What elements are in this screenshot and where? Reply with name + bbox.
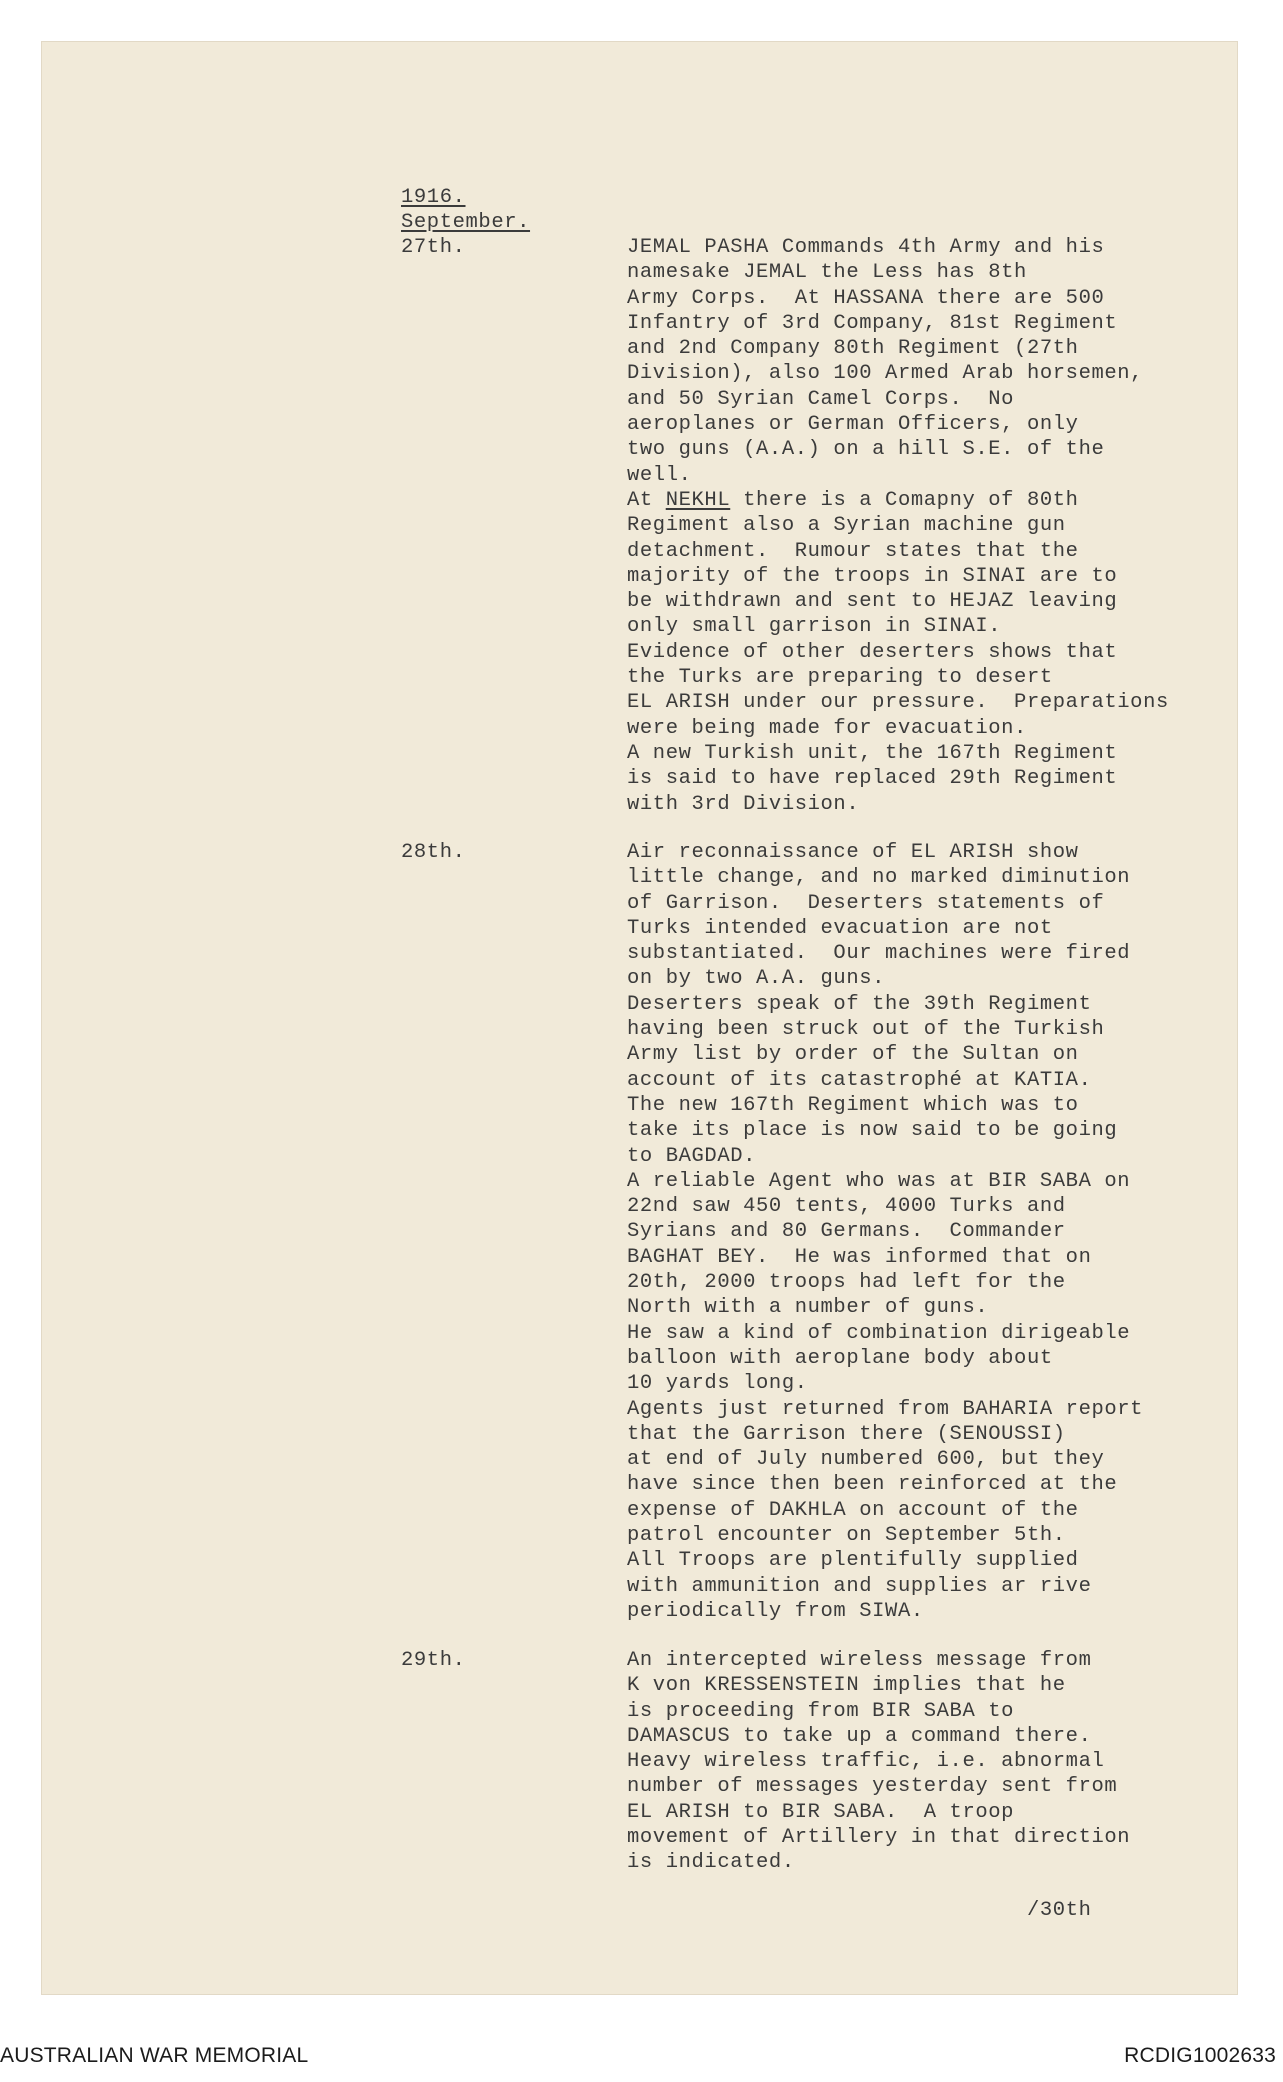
text-line: EL ARISH under our pressure. Preparations [627,691,1169,715]
text-line: having been struck out of the Turkish [627,1018,1105,1042]
text-line: aeroplanes or German Officers, only [627,413,1079,437]
text-line: Regiment also a Syrian machine gun [627,514,1066,538]
text-line: Air reconnaissance of EL ARISH show [627,841,1079,864]
entry-27-lines-a [627,235,1169,488]
entry-body-27 [627,235,1169,817]
text-line: of Garrison. Deserters statements of [627,891,1105,915]
entry-body-28 [627,840,1143,1624]
text-line: namesake JEMAL the Less has 8th [627,261,1027,285]
text-line: Turks intended evacuation are not [627,916,1053,940]
text-line: EL ARISH to BIR SABA. A troop [627,1800,1015,1824]
text-line: Army list by order of the Sultan on [627,1043,1079,1067]
text-line: periodically from SIWA. [627,1599,924,1623]
text-line: Division), also 100 Armed Arab horsemen, [627,362,1144,386]
text-line: substantiated. Our machines were fired [627,942,1131,966]
text-line: with 3rd Division. [627,792,860,816]
text-line: expense of DAKHLA on account of the [627,1498,1079,1522]
text-line: have since then been reinforced at the [627,1473,1118,1497]
text-line: An intercepted wireless message from [627,1649,1092,1672]
entry-date-28: 28th. [401,841,466,864]
text-line: Deserters speak of the 39th Regiment [627,992,1092,1016]
text-line: DAMASCUS to take up a command there. [627,1724,1092,1748]
text-line: well. [627,463,692,487]
text-line: and 2nd Company 80th Regiment (27th [627,337,1079,361]
date-heading [401,185,530,236]
text-line: majority of the troops in SINAI are to [627,564,1118,588]
month-heading: September. [401,211,531,235]
text-line: and 50 Syrian Camel Corps. No [627,387,1015,411]
text-line: is said to have replaced 29th Regiment [627,767,1118,791]
text-line: JEMAL PASHA Commands 4th Army and his [627,236,1105,259]
footer-record-id: RCDIG1002633 [1124,2044,1276,2067]
text-line: K von KRESSENSTEIN implies that he [627,1674,1066,1698]
text-line: movement of Artillery in that direction [627,1826,1131,1850]
text-line: at end of July numbered 600, but they [627,1448,1105,1472]
text-line: to BAGDAD. [627,1144,757,1168]
text-line: A new Turkish unit, the 167th Regiment [627,741,1118,765]
text-line: He saw a kind of combination dirigeable [627,1321,1131,1345]
text-line: be withdrawn and sent to HEJAZ leaving [627,590,1118,614]
continuation-note: /30th [1027,1899,1092,1922]
text-line: account of its catastrophé at KATIA. [627,1068,1092,1092]
text-line: detachment. Rumour states that the [627,539,1079,563]
text-line: were being made for evacuation. [627,716,1027,740]
text-line: two guns (A.A.) on a hill S.E. of the [627,438,1105,462]
text-line: The new 167th Regiment which was to [627,1093,1079,1117]
text-line: Army Corps. At HASSANA there are 500 [627,286,1105,310]
text-line: Agents just returned from BAHARIA report [627,1397,1144,1421]
entry-body-29 [627,1648,1130,1876]
text-line: is proceeding from BIR SABA to [627,1699,1015,1723]
text-line: number of messages yesterday sent from [627,1775,1118,1799]
text-line: North with a number of guns. [627,1296,989,1320]
text-line: BAGHAT BEY. He was informed that on [627,1245,1092,1269]
text-line: Evidence of other deserters shows that [627,640,1118,664]
text-line: Syrians and 80 Germans. Commander [627,1220,1066,1244]
text-line: 22nd saw 450 tents, 4000 Turks and [627,1195,1066,1219]
text-line: that the Garrison there (SENOUSSI) [627,1422,1066,1446]
text-line: All Troops are plentifully supplied [627,1549,1079,1573]
text-line: 20th, 2000 troops had left for the [627,1271,1066,1295]
footer-archive-name: AUSTRALIAN WAR MEMORIAL [0,2044,309,2067]
nekhl-place-name: NEKHL [665,488,731,512]
text-line: is indicated. [627,1851,795,1875]
text-line: A reliable Agent who was at BIR SABA on [627,1169,1131,1193]
text-line: little change, and no marked diminution [627,866,1131,890]
text-line: the Turks are preparing to desert [627,666,1053,690]
entry-date-27: 27th. [401,236,466,259]
text-line: Heavy wireless traffic, i.e. abnormal [627,1750,1105,1774]
text-line: take its place is now said to be going [627,1119,1118,1143]
entry-27-nekhl-line: At NEKHL there is a Comapny of 80th [627,488,1079,512]
entry-date-29: 29th. [401,1649,466,1672]
text-line: with ammunition and supplies ar rive [627,1574,1092,1598]
entry-27-lines-b [627,513,1169,817]
text-line: 10 yards long. [627,1372,808,1396]
year-heading: 1916. [401,186,466,209]
text-line: patrol encounter on September 5th. [627,1524,1066,1548]
text-line: balloon with aeroplane body about [627,1346,1053,1370]
text-line: only small garrison in SINAI. [627,615,1002,639]
text-line: Infantry of 3rd Company, 81st Regiment [627,311,1118,335]
text-line: on by two A.A. guns. [627,967,886,991]
